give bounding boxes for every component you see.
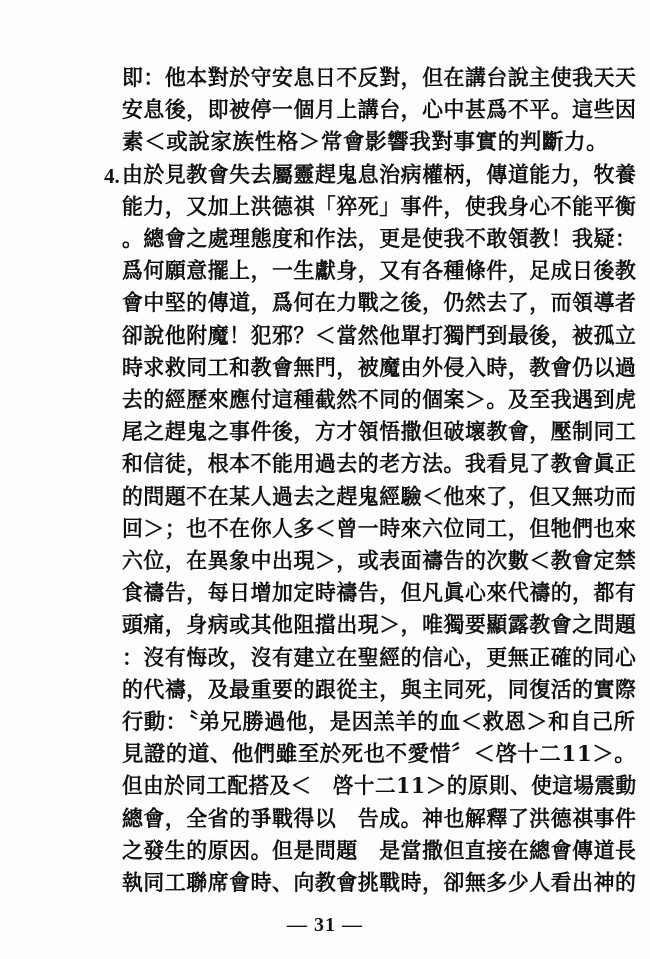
text-line: 食禱告，每日增加定時禱告，但凡眞心來代禱的，都有 — [122, 581, 637, 607]
text-line: 卻說他附魔！犯邪？＜當然他單打獨鬥到最後，被孤立 — [122, 323, 637, 349]
text-line: 。總會之處理態度和作法，更是使我不敢領教！我疑： — [122, 227, 637, 252]
text-line: 時求救同工和教會無門，被魔由外侵入時，教會仍以過 — [122, 355, 637, 381]
text-line: 頭痛，身病或其他阻擋出現＞，唯獨要顯露教會之問題 — [122, 613, 637, 639]
text-line: 即：他本對於守安息日不反對，但在講台說主使我天天 — [122, 66, 637, 91]
text-line: 能力，又加上洪德祺「猝死」事件，使我身心不能平衡 — [122, 194, 637, 220]
text-line: 但由於同工配搭及＜ 啓十二11＞的原則、使這場震動 — [122, 774, 637, 800]
text-line: 執同工聯席會時、向教會挑戰時，卻無多少人看出神的 — [122, 871, 637, 896]
text-line: 之發生的原因。但是問題 是當撒但直接在總會傳道長 — [122, 838, 637, 864]
text-line: 的代禱，及最重要的跟從主，與主同死，同復活的實際 — [122, 677, 637, 703]
text-line: 的問題不在某人過去之趕鬼經驗＜他來了，但又無功而 — [122, 484, 637, 510]
text-line: 由於見教會失去屬靈趕鬼息治病權柄，傳道能力，牧養 — [122, 162, 637, 188]
text-line: 去的經歷來應付這種截然不同的個案＞。及至我遇到虎 — [122, 388, 637, 413]
text-line: 安息後，即被停一個月上講台，心中甚爲不平。這些因 — [122, 98, 637, 124]
text-line: ：沒有悔改，沒有建立在聖經的信心，更無正確的同心 — [122, 645, 637, 671]
text-line: 尾之趕鬼之事件後，方才領悟撒但破壞教會，壓制同工 — [122, 420, 637, 446]
text-line: 見證的道、他們雖至於死也不愛惜〞＜啓十二11＞。 — [122, 742, 637, 768]
text-line: 行動：〝弟兄勝過他，是因羔羊的血＜救恩＞和自己所 — [122, 710, 636, 735]
text-line: 總會，全省的爭戰得以 告成。神也解釋了洪德祺事件 — [122, 806, 637, 832]
text-line: 六位，在異象中出現＞，或表面禱告的次數＜教會定禁 — [122, 549, 637, 574]
text-line: 回＞；也不在你人多＜曾一時來六位同工，但牠們也來 — [122, 516, 637, 542]
list-item-number: 4. — [104, 163, 120, 188]
page-number: — 31 — — [287, 914, 363, 936]
text-line: 爲何願意擺上，一生獻身，又有各種條件，足成日後教 — [122, 259, 637, 285]
text-line: 和信徒，根本不能用過去的老方法。我看見了教會眞正 — [122, 452, 637, 478]
text-line: 會中堅的傳道，爲何在力戰之後，仍然去了，而領導者 — [122, 291, 637, 317]
text-line: 素＜或說家族性格＞常會影響我對事實的判斷力。 — [122, 130, 609, 156]
